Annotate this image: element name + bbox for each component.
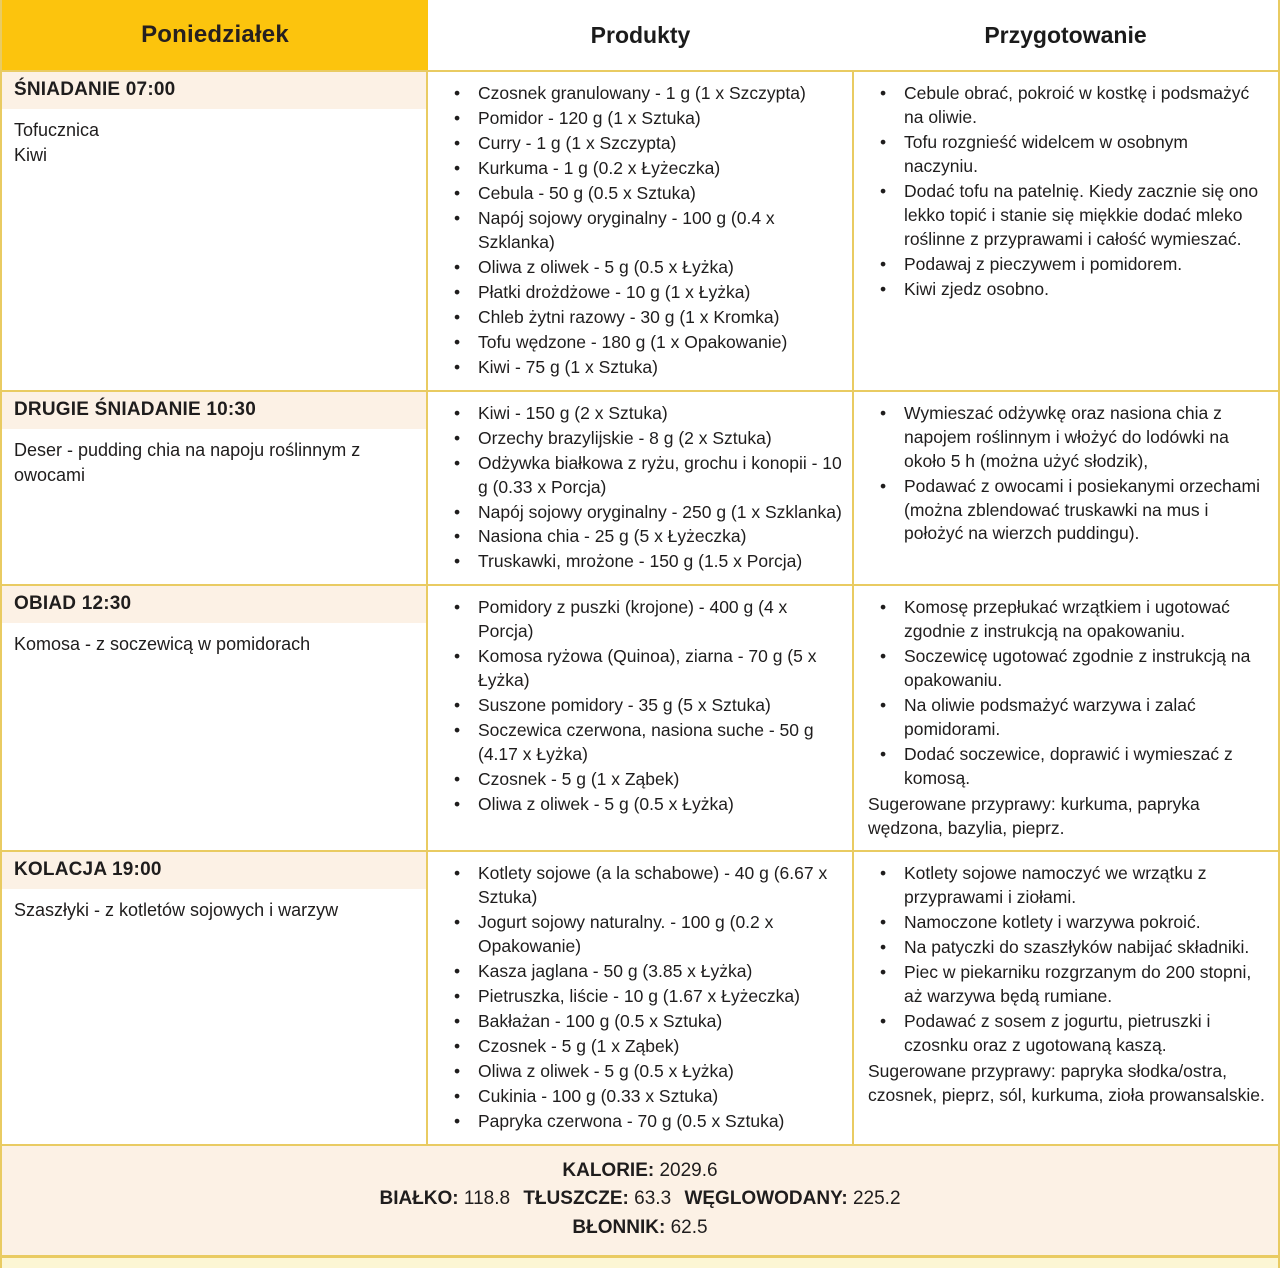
table-header-row <box>2 0 1278 72</box>
preparation-step: • Podawać z sosem z jogurtu, pietruszki i czosnku oraz z ugotowaną kaszą. <box>904 1010 1266 1058</box>
product-item: • Odżywka białkowa z ryżu, grochu i konopii - 10 g (0.33 x Porcja) <box>478 452 842 500</box>
preparation-cell <box>854 852 1278 1144</box>
product-item: • Curry - 1 g (1 x Szczypta) <box>478 132 842 156</box>
product-item: • Czosnek - 5 g (1 x Ząbek) <box>478 1035 842 1059</box>
product-item: • Cebula - 50 g (0.5 x Sztuka) <box>478 182 842 206</box>
preparation-step: • Soczewicę ugotować zgodnie z instrukcją na opakowaniu. <box>904 645 1266 693</box>
meal-row <box>2 586 1278 852</box>
day-header: Poniedziałek <box>2 0 428 70</box>
meal-description <box>2 889 426 1144</box>
preparation-step: • Podawaj z pieczywem i pomidorem. <box>904 253 1266 277</box>
preparation-list <box>868 862 1266 1058</box>
products-list <box>442 82 842 380</box>
meal-description-line: Deser - pudding chia na napoju roślinnym z owocami <box>14 439 361 485</box>
preparation-cell <box>854 392 1278 585</box>
product-item: • Napój sojowy oryginalny - 100 g (0.4 x Szklanka) <box>478 207 842 255</box>
preparation-step: • Podawać z owocami i posiekanymi orzechami (można zblendować truskawki na mus i położyć na wierzch puddingu). <box>904 475 1266 547</box>
protein-value: 118.8 <box>463 1188 511 1210</box>
meal-description <box>2 429 426 585</box>
preparation-list <box>868 596 1266 791</box>
product-item: • Oliwa z oliwek - 5 g (0.5 x Łyżka) <box>478 793 842 817</box>
product-item: • Tofu wędzone - 180 g (1 x Opakowanie) <box>478 331 842 355</box>
meal-info-cell <box>2 586 428 850</box>
products-column-header: Produkty <box>428 0 853 70</box>
products-cell <box>428 72 854 390</box>
fat-value: 63.3 <box>634 1188 672 1210</box>
meal-info-cell <box>2 392 428 585</box>
product-item: • Papryka czerwona - 70 g (0.5 x Sztuka) <box>478 1110 842 1134</box>
preparation-step: • Piec w piekarniku rozgrzanym do 200 stopni, aż warzywa będą rumiane. <box>904 961 1266 1009</box>
product-item: • Komosa ryżowa (Quinoa), ziarna - 70 g (5 x Łyżka) <box>478 645 842 693</box>
products-cell <box>428 586 854 850</box>
carbs-label: WĘGLOWODANY: <box>684 1188 848 1210</box>
preparation-step: • Tofu rozgnieść widelcem w osobnym naczyniu. <box>904 131 1266 179</box>
product-item: • Truskawki, mrożone - 150 g (1.5 x Porcja) <box>478 550 842 574</box>
meal-row <box>2 852 1278 1146</box>
product-item: • Kasza jaglana - 50 g (3.85 x Łyżka) <box>478 960 842 984</box>
meal-title: KOLACJA 19:00 <box>2 852 426 889</box>
meal-row <box>2 72 1278 392</box>
product-item: • Suszone pomidory - 35 g (5 x Sztuka) <box>478 694 842 718</box>
meal-info-cell <box>2 72 428 390</box>
preparation-cell <box>854 72 1278 390</box>
calories-label: KALORIE: <box>562 1159 655 1181</box>
meal-description <box>2 109 426 390</box>
summary-macros <box>2 1185 1278 1214</box>
product-item: • Napój sojowy oryginalny - 250 g (1 x Szklanka) <box>478 501 842 525</box>
preparation-list <box>868 82 1266 302</box>
product-item: • Cukinia - 100 g (0.33 x Sztuka) <box>478 1085 842 1109</box>
preparation-step: • Na patyczki do szaszłyków nabijać składniki. <box>904 936 1266 960</box>
meal-title: DRUGIE ŚNIADANIE 10:30 <box>2 392 426 429</box>
preparation-step: • Dodać tofu na patelnię. Kiedy zacznie się ono lekko topić i stanie się miękkie dodać mleko roślinne z przyprawami i całość wymieszać. <box>904 180 1266 252</box>
meal-info-cell <box>2 852 428 1144</box>
preparation-step: • Kotlety sojowe namoczyć we wrzątku z przyprawami i ziołami. <box>904 862 1266 910</box>
fat-label: TŁUSZCZE: <box>523 1188 629 1210</box>
preparation-step: • Na oliwie podsmażyć warzywa i zalać pomidorami. <box>904 694 1266 742</box>
preparation-list <box>868 402 1266 547</box>
meal-description-line: Tofucznica <box>14 120 100 140</box>
product-item: • Kurkuma - 1 g (0.2 x Łyżeczka) <box>478 157 842 181</box>
meal-row <box>2 392 1278 587</box>
summary-calories <box>2 1157 1278 1186</box>
products-list <box>442 402 842 575</box>
product-item: • Kiwi - 150 g (2 x Sztuka) <box>478 402 842 426</box>
meal-description-line: Komosa - z soczewicą w pomidorach <box>14 634 311 655</box>
products-list <box>442 862 842 1134</box>
product-item: • Soczewica czerwona, nasiona suche - 50 g (4.17 x Łyżka) <box>478 719 842 767</box>
product-item: • Pietruszka, liście - 10 g (1.67 x Łyżeczka) <box>478 985 842 1009</box>
preparation-step: • Namoczone kotlety i warzywa pokroić. <box>904 911 1266 935</box>
product-item: • Chleb żytni razowy - 30 g (1 x Kromka) <box>478 306 842 330</box>
product-item: • Czosnek - 5 g (1 x Ząbek) <box>478 768 842 792</box>
fiber-value: 62.5 <box>670 1216 708 1238</box>
product-item: • Czosnek granulowany - 1 g (1 x Szczypta) <box>478 82 842 106</box>
spices-note: Sugerowane przyprawy: papryka słodka/ostra, czosnek, pieprz, sól, kurkuma, zioła prowansalskie. <box>868 1060 1265 1105</box>
protein-label: BIAŁKO: <box>379 1188 459 1210</box>
products-cell <box>428 852 854 1144</box>
product-item: • Pomidor - 120 g (1 x Sztuka) <box>478 107 842 131</box>
preparation-step: • Wymieszać odżywkę oraz nasiona chia z napojem roślinnym i włożyć do lodówki na około 5 h (można użyć słodzik), <box>904 402 1266 474</box>
calories-value: 2029.6 <box>659 1159 718 1181</box>
meal-title: ŚNIADANIE 07:00 <box>2 72 426 109</box>
carbs-value: 225.2 <box>852 1188 901 1210</box>
preparation-cell <box>854 586 1278 850</box>
product-item: • Nasiona chia - 25 g (5 x Łyżeczka) <box>478 525 842 549</box>
product-item: • Jogurt sojowy naturalny. - 100 g (0.2 x Opakowanie) <box>478 911 842 959</box>
fiber-label: BŁONNIK: <box>572 1216 666 1238</box>
preparation-column-header: Przygotowanie <box>853 0 1278 70</box>
products-list <box>442 596 842 817</box>
product-item: • Bakłażan - 100 g (0.5 x Sztuka) <box>478 1010 842 1034</box>
product-item: • Orzechy brazylijskie - 8 g (2 x Sztuka) <box>478 427 842 451</box>
preparation-step: • Kiwi zjedz osobno. <box>904 278 1266 302</box>
spices-note: Sugerowane przyprawy: kurkuma, papryka wędzona, bazylia, pieprz. <box>868 794 1200 839</box>
daily-summary <box>2 1146 1278 1259</box>
preparation-step: • Cebule obrać, pokroić w kostkę i podsmażyć na oliwie. <box>904 82 1266 130</box>
product-item: • Płatki drożdżowe - 10 g (1 x Łyżka) <box>478 281 842 305</box>
meal-description-line: Szaszłyki - z kotletów sojowych i warzyw <box>14 900 339 921</box>
product-item: • Oliwa z oliwek - 5 g (0.5 x Łyżka) <box>478 256 842 280</box>
preparation-step: • Dodać soczewice, doprawić i wymieszać z komosą. <box>904 743 1266 791</box>
product-item: • Oliwa z oliwek - 5 g (0.5 x Łyżka) <box>478 1060 842 1084</box>
preparation-step: • Komosę przepłukać wrzątkiem i ugotować zgodnie z instrukcją na opakowaniu. <box>904 596 1266 644</box>
bottom-strip <box>2 1258 1278 1268</box>
products-cell <box>428 392 854 585</box>
product-item: • Pomidory z puszki (krojone) - 400 g (4 x Porcja) <box>478 596 842 644</box>
meal-rows-container <box>2 72 1278 1146</box>
meal-title: OBIAD 12:30 <box>2 586 426 623</box>
meal-description-line: Kiwi <box>14 145 48 166</box>
meal-description <box>2 623 426 850</box>
product-item: • Kotlety sojowe (a la schabowe) - 40 g (6.67 x Sztuka) <box>478 862 842 910</box>
summary-fiber <box>2 1214 1278 1243</box>
product-item: • Kiwi - 75 g (1 x Sztuka) <box>478 356 842 380</box>
